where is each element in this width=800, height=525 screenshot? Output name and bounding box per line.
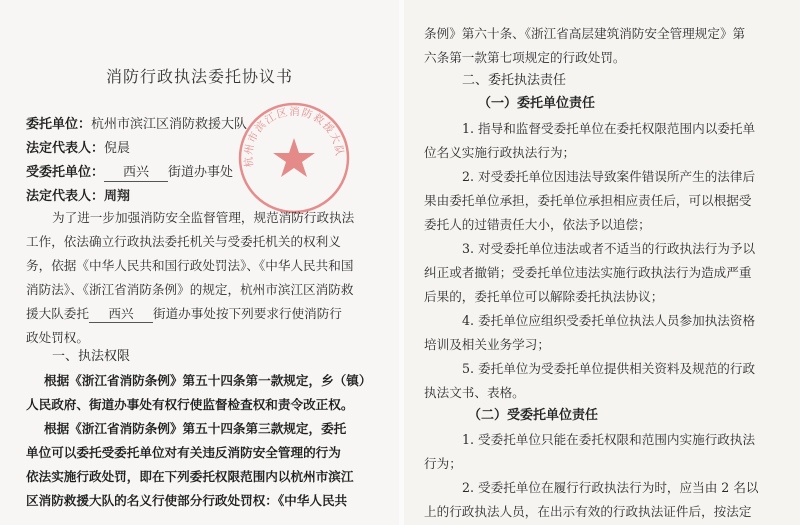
art2-line-4: 区消防救援大队的名义行使部分行政处罚权：《中华人民共 xyxy=(26,493,348,508)
item5-line-1: 5. 委托单位为受委托单位提供相关资料及规范的行政 xyxy=(462,361,756,376)
item2-line-1: 2. 对受委托单位因违法导致案件错误所产生的法律后 xyxy=(462,169,756,184)
entrusted-rep-value: 周翔 xyxy=(104,189,131,204)
seal-star-icon xyxy=(273,138,315,177)
intro-line-6: 政处罚权。 xyxy=(26,330,89,345)
sub2-heading: （二）受委托单位责任 xyxy=(468,408,599,423)
art2-line-1: 根据《浙江省消防条例》第五十四条第三款规定，委托 xyxy=(44,421,347,436)
item6-line-1: 1. 受委托单位只能在委托权限和范围内实施行政执法 xyxy=(462,432,756,447)
intro-line-3: 务，依据《中华人民共和国行政处罚法》、《中华人民共和国 xyxy=(26,258,354,273)
entrusted-rep-label: 法定代表人： xyxy=(26,189,105,204)
item2-line-2: 果由委托单位承担，委托单位承担相应责任后，可以根据受 xyxy=(424,193,752,208)
item7-line-1: 2. 受委托单位在履行行政执法行为时，应当由 2 名以 xyxy=(462,480,759,495)
item2-line-3: 委托人的过错责任大小，依法予以追偿； xyxy=(424,217,651,232)
item3-line-3: 后果的，委托单位可以解除委托执法协议； xyxy=(424,289,664,304)
entruster-rep-value: 倪晨 xyxy=(104,141,131,156)
intro-entrusted-name: 西兴 xyxy=(89,306,153,323)
right-top-line-2: 六条第一款第七项规定的行政处罚。 xyxy=(424,50,626,65)
official-seal xyxy=(236,100,352,216)
art2-line-2: 单位可以委托受委托单位对有关违反消防安全管理的行为 xyxy=(26,445,341,460)
item5-line-2: 执法文书、表格。 xyxy=(424,385,525,400)
intro-line-1: 为了进一步加强消防安全监督管理，规范消防行政执法 xyxy=(52,210,355,225)
entrusted-name: 西兴 xyxy=(104,165,168,182)
art2-line-3: 依法实施行政处罚，即在下列委托权限范围内以杭州市滨江 xyxy=(26,469,354,484)
art1-line-2: 人民政府、街道办事处有权行使监督检查权和责令改正权。 xyxy=(26,397,354,412)
section1-heading: 一、执法权限 xyxy=(52,349,131,364)
item4-line-2: 培训及相关业务学习； xyxy=(424,337,550,352)
entruster-label: 委托单位： xyxy=(26,117,92,132)
entrusted-field xyxy=(26,165,233,182)
entrusted-label: 受委托单位： xyxy=(26,165,105,180)
entrusted-rep-field xyxy=(26,189,130,205)
entruster-value: 杭州市滨江区消防救援大队 xyxy=(91,117,248,132)
entruster-field xyxy=(26,117,247,133)
entruster-rep-field xyxy=(26,141,130,157)
item3-line-2: 纠正或者撤销；受委托单位违法实施行政执法行为造成严重 xyxy=(424,265,752,280)
item6-line-2: 行为； xyxy=(424,456,462,471)
seal-text: 杭州市滨江区消防救援大队 xyxy=(242,106,346,168)
sub1-heading: （一）委托单位责任 xyxy=(478,96,596,111)
item7-line-2: 上的行政执法人员，在出示有效的行政执法证件后，按法定 xyxy=(424,504,752,519)
entruster-rep-label: 法定代表人： xyxy=(26,141,105,156)
intro-line-4: 消防法》、《浙江省消防条例》的规定，杭州市滨江区消防救 xyxy=(26,282,354,297)
item1-line-1: 1. 指导和监督受委托单位在委托权限范围内以委托单 xyxy=(462,121,756,136)
item1-line-2: 位名义实施行政执法行为； xyxy=(424,145,576,160)
intro-line-2: 工作，依法确立行政执法委托机关与受委托机关的权利义 xyxy=(26,234,341,249)
item4-line-1: 4. 委托单位应组织受委托单位执法人员参加执法资格 xyxy=(462,313,756,328)
item3-line-1: 3. 对受委托单位违法或者不适当的行政执法行为予以 xyxy=(462,241,756,256)
intro-line-5: 援大队委托 西兴 街道办事处按下列要求行使消防行 xyxy=(26,306,342,321)
right-top-line-1: 条例》第六十条、《浙江省高层建筑消防安全管理规定》第 xyxy=(424,26,746,41)
art1-line-1: 根据《浙江省消防条例》第五十四条第一款规定，乡（镇） xyxy=(44,373,372,388)
document-title: 消防行政执法委托协议书 xyxy=(105,67,293,86)
entrusted-suffix: 街道办事处 xyxy=(168,165,234,180)
section2-heading: 二、委托执法责任 xyxy=(462,73,567,88)
